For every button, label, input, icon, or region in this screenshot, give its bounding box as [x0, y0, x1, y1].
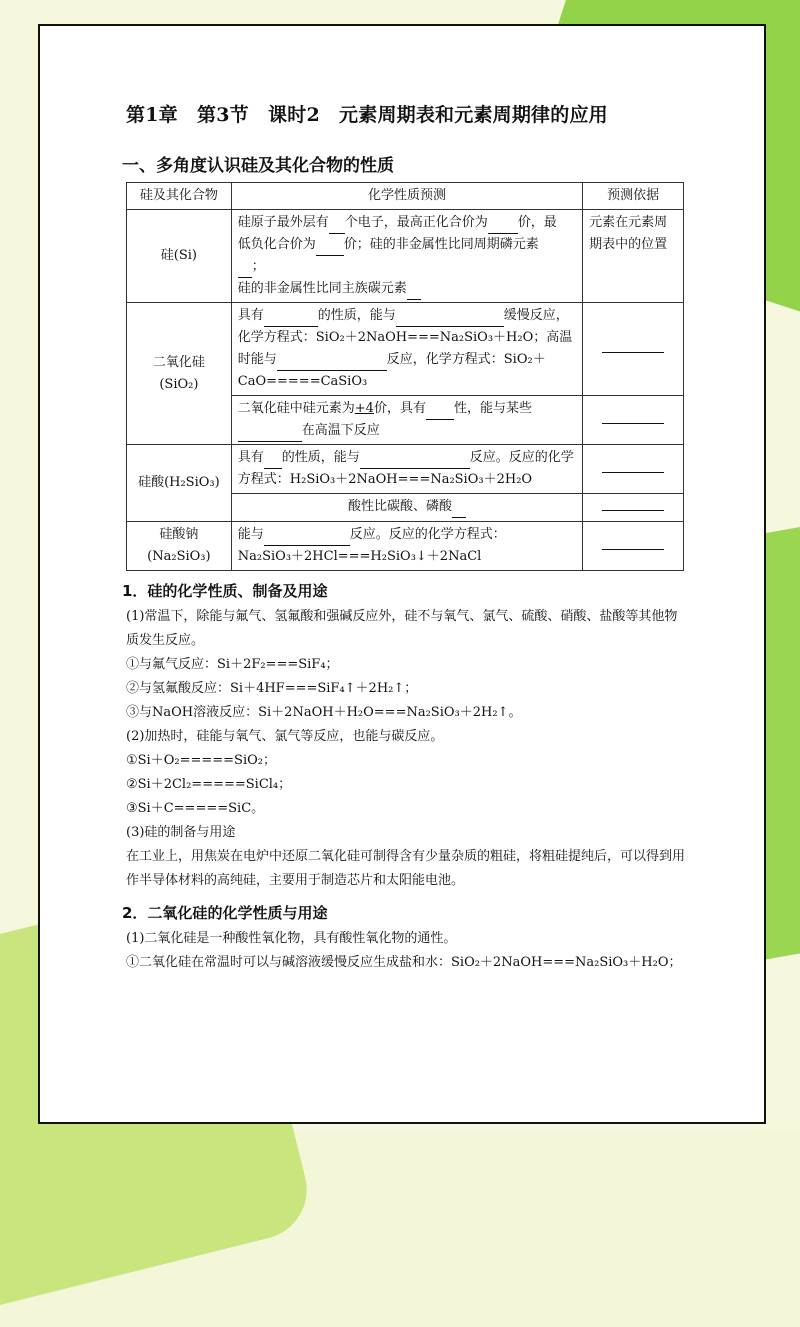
fill-blank[interactable]	[488, 233, 518, 234]
text: 性，能与某些	[453, 401, 532, 416]
section-heading: 一、多角度认识硅及其化合物的性质	[122, 156, 394, 176]
compound-name: 硅酸(H₂SiO₃)	[127, 445, 232, 522]
text: 具有	[237, 308, 264, 323]
part2-heading: 2．二氧化硅的化学性质与用途	[122, 904, 328, 922]
basis-cell	[583, 522, 684, 571]
table-row-na2sio3	[127, 522, 684, 571]
fill-blank[interactable]	[452, 517, 466, 518]
paragraph: (1)常温下，除能与氟气、氢氟酸和强碱反应外，硅不与氧气、氯气、硫酸、硝酸、盐酸等其他物质发生反应。	[126, 609, 678, 648]
table-header-row	[127, 183, 684, 210]
table-header: 预测依据	[583, 183, 684, 210]
prediction-cell	[231, 303, 582, 396]
compound-name: 硅(Si)	[127, 210, 232, 303]
basis-cell: 元素在元素周期表中的位置	[583, 210, 684, 303]
text: 价，具有	[373, 401, 426, 416]
table-row-si	[127, 210, 684, 303]
text: 反应。反应的化学方程式：H₂SiO₃＋2NaOH===Na₂SiO₃＋2H₂O	[237, 450, 574, 487]
basis-cell	[583, 396, 684, 445]
prediction-cell	[231, 210, 582, 303]
text: 反应，化学方程式：SiO₂＋CaO=====CaSiO₃	[237, 352, 546, 389]
text: 能与	[237, 527, 264, 542]
fill-blank[interactable]	[238, 277, 252, 278]
fill-blank[interactable]	[602, 458, 664, 473]
compound-label: 二氧化硅	[152, 354, 205, 370]
properties-table	[126, 182, 684, 571]
text: 反应。反应的化学方程式：	[349, 527, 506, 542]
compound-formula: (SiO₂)	[159, 376, 199, 392]
paragraph: ③与NaOH溶液反应：Si＋2NaOH＋H₂O===Na₂SiO₃＋2H₂↑。	[126, 705, 522, 720]
text: 低负化合价为	[237, 237, 316, 252]
paragraph: ①与氟气反应：Si＋2F₂===SiF₄；	[126, 657, 339, 672]
compound-name	[127, 522, 232, 571]
fill-blank[interactable]	[426, 419, 454, 420]
text: 具有	[237, 450, 264, 465]
fill-blank[interactable]	[360, 468, 470, 469]
paragraph: ②与氢氟酸反应：Si＋4HF===SiF₄↑＋2H₂↑；	[126, 681, 418, 696]
page-title: 第1章 第3节 课时2 元素周期表和元素周期律的应用	[126, 104, 608, 126]
text: 缓慢反应，化学方程式：SiO₂＋2NaOH===Na₂SiO₃＋H₂O；高温时能与	[237, 308, 573, 367]
prediction-cell	[231, 445, 582, 494]
text: 的性质，能与	[281, 450, 360, 465]
text: ；	[251, 259, 265, 274]
fill-blank[interactable]	[329, 233, 345, 234]
fill-blank[interactable]	[264, 326, 318, 327]
basis-cell	[583, 445, 684, 494]
text: 硅原子最外层有	[237, 215, 329, 230]
fill-blank[interactable]	[396, 326, 504, 327]
table-row-sio2	[127, 303, 684, 396]
text: 二氧化硅中硅元素为	[237, 401, 355, 416]
paragraph: (1)二氧化硅是一种酸性氧化物，具有酸性氧化物的通性。	[126, 931, 457, 946]
part1	[122, 579, 686, 893]
paragraph: (3)硅的制备与用途	[126, 825, 236, 840]
fill-blank[interactable]	[602, 496, 664, 511]
text: Na₂SiO₃＋2HCl===H₂SiO₃↓＋2NaCl	[237, 549, 482, 564]
compound-formula: (Na₂SiO₃)	[147, 549, 211, 564]
fill-blank[interactable]	[407, 299, 421, 300]
prediction-cell	[231, 494, 582, 522]
text: 的性质，能与	[317, 308, 396, 323]
part2	[122, 901, 686, 975]
fill-blank[interactable]	[264, 545, 350, 546]
fill-blank[interactable]	[316, 255, 344, 256]
fill-blank[interactable]	[602, 409, 664, 424]
fill-blank[interactable]	[602, 338, 664, 353]
paragraph: ②Si＋2Cl₂=====SiCl₄；	[126, 777, 292, 792]
document-page	[38, 24, 766, 1124]
fill-blank[interactable]	[264, 468, 282, 469]
table-row-h2sio3	[127, 445, 684, 494]
text: 在高温下反应	[301, 423, 380, 438]
basis-cell	[583, 494, 684, 522]
fill-blank[interactable]	[238, 441, 302, 442]
fill-blank[interactable]	[277, 370, 387, 371]
basis-cell	[583, 303, 684, 396]
compound-name	[127, 303, 232, 445]
paragraph: 在工业上，用焦炭在电炉中还原二氧化硅可制得含有少量杂质的粗硅，将粗硅提纯后，可以得到用作半导体材料的高纯硅，主要用于制造芯片和太阳能电池。	[126, 849, 686, 888]
part1-heading: 1．硅的化学性质、制备及用途	[122, 582, 328, 600]
text: 酸性比碳酸、磷酸	[347, 499, 452, 514]
table-header: 硅及其化合物	[127, 183, 232, 210]
paragraph: ①二氧化硅在常温时可以与碱溶液缓慢反应生成盐和水：SiO₂＋2NaOH===Na₂SiO₃＋H₂O；	[126, 955, 682, 970]
answer-value: +4	[354, 401, 374, 416]
paragraph: (2)加热时，硅能与氧气、氯气等反应，也能与碳反应。	[126, 729, 444, 744]
prediction-cell	[231, 522, 582, 571]
paragraph: ③Si＋C=====SiC。	[126, 801, 265, 816]
prediction-cell	[231, 396, 582, 445]
fill-blank[interactable]	[602, 535, 664, 550]
text: 价，最	[517, 215, 557, 230]
compound-label: 硅酸钠	[159, 527, 199, 542]
paragraph: ①Si＋O₂=====SiO₂；	[126, 753, 276, 768]
text: 价；硅的非金属性比同周期磷元素	[343, 237, 539, 252]
text: 硅的非金属性比同主族碳元素	[237, 281, 407, 296]
text: 个电子，最高正化合价为	[344, 215, 488, 230]
table-header: 化学性质预测	[231, 183, 582, 210]
